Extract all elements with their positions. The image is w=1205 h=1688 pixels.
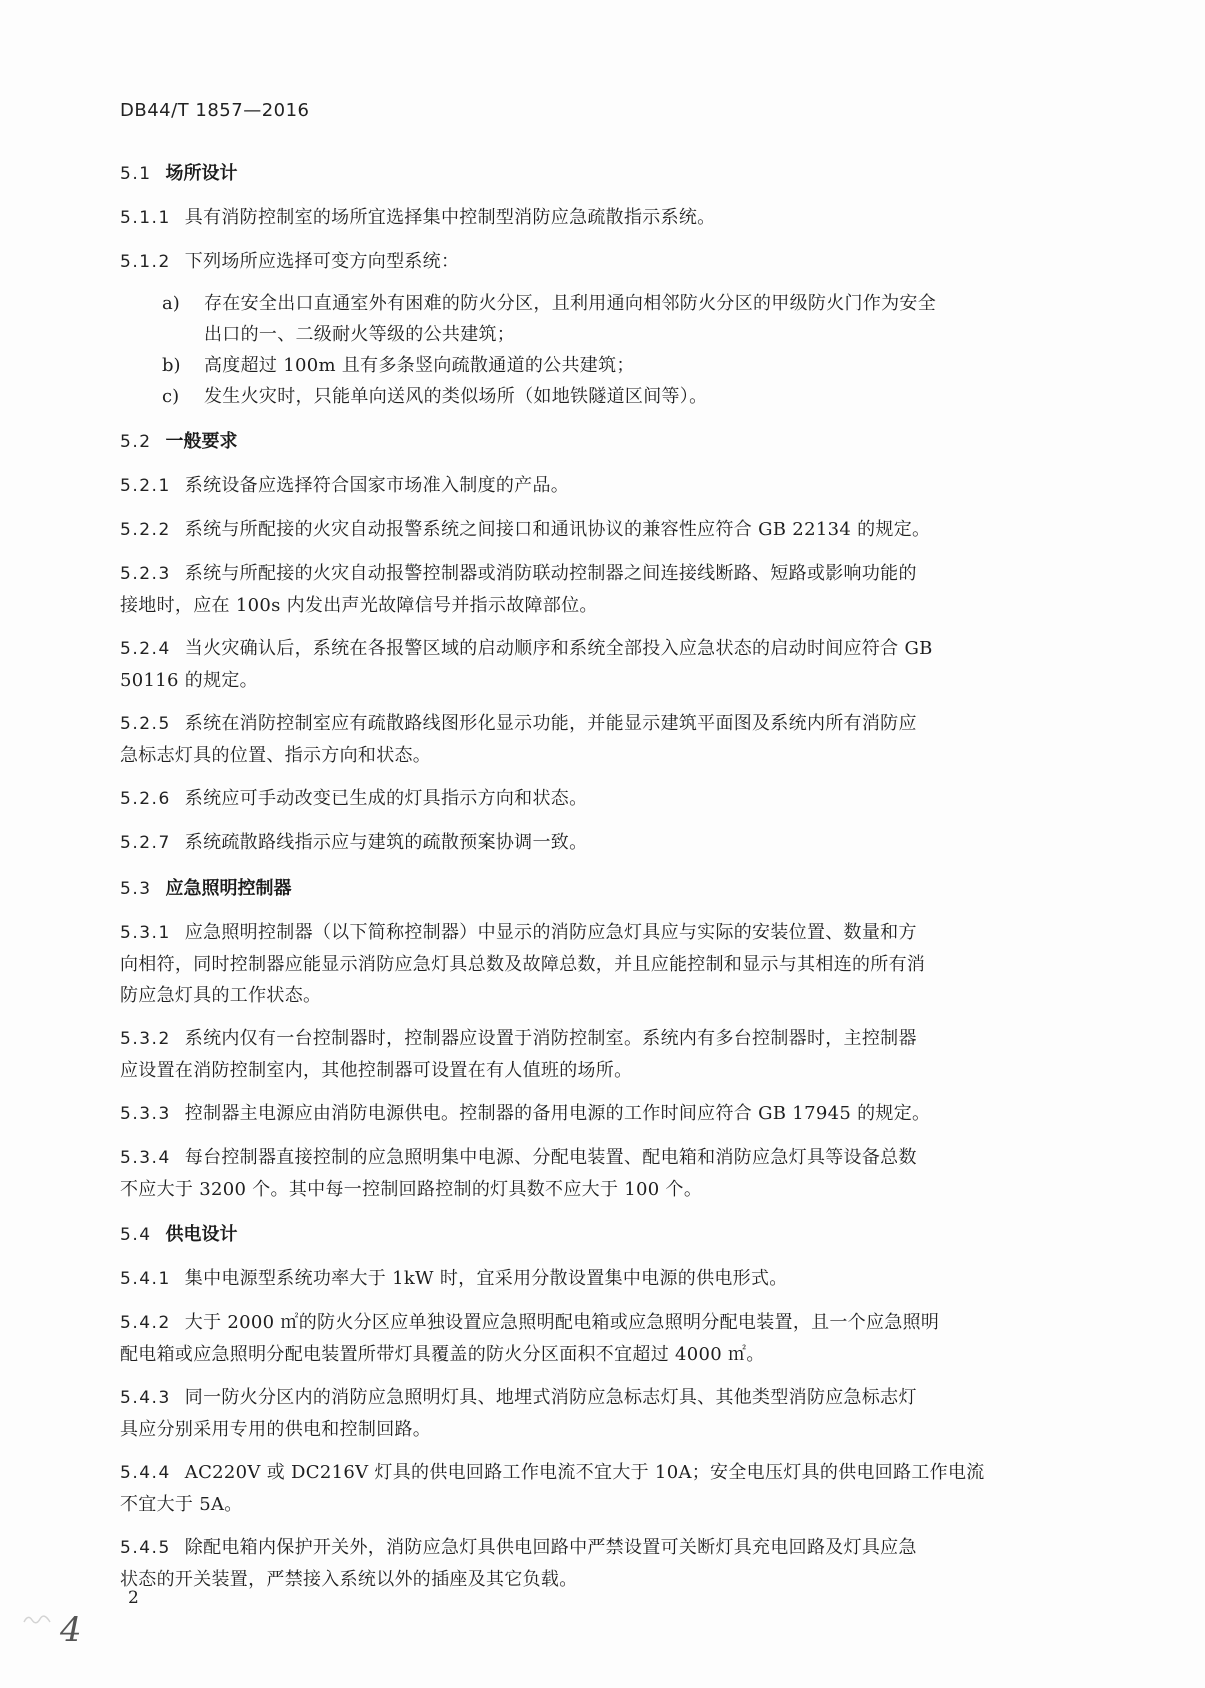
clause-line (120, 740, 1085, 771)
clause-text: 具应分别采用专用的供电和控制回路。 (120, 1419, 432, 1440)
clause-line (120, 783, 1085, 815)
clause-line (120, 1307, 1085, 1339)
list-item (162, 319, 1085, 350)
clause-number: 5.4.3 (120, 1388, 171, 1408)
list-item (162, 288, 1085, 319)
clause-text: 大于 2000 ㎡的防火分区应单独设置应急照明配电箱或应急照明分配电装置，且一个应急照明 (184, 1312, 940, 1333)
clause-line (120, 1532, 1085, 1564)
section-title: 场所设计 (165, 163, 238, 184)
clause-text: 除配电箱内保护开关外，消防应急灯具供电回路中严禁设置可关断灯具充电回路及灯具应急 (184, 1537, 917, 1558)
clause-number: 5.1.1 (120, 208, 171, 228)
clause-text: 系统设备应选择符合国家市场准入制度的产品。 (184, 475, 570, 496)
section-title: 供电设计 (165, 1224, 238, 1245)
clause-line (120, 1414, 1085, 1445)
clause (120, 633, 1085, 696)
clause-line (120, 980, 1085, 1011)
list-item (162, 350, 1085, 381)
section-heading (120, 426, 1085, 458)
section-number: 5.2 (120, 432, 152, 452)
section-title: 一般要求 (165, 431, 238, 452)
clause-text: 系统与所配接的火灾自动报警控制器或消防联动控制器之间连接线断路、短路或影响功能的 (184, 563, 917, 584)
clause (120, 514, 1085, 546)
list-item-text: 出口的一、二级耐火等级的公共建筑； (204, 324, 516, 345)
clause (120, 783, 1085, 815)
clause-number: 5.2.4 (120, 639, 171, 659)
clause (120, 1023, 1085, 1086)
handwritten-mark: 4 (60, 1610, 82, 1650)
clause-text: 50116 的规定。 (120, 670, 258, 691)
list-marker (162, 319, 204, 350)
clause-line (120, 246, 1085, 278)
clause-number: 5.4.2 (120, 1313, 171, 1333)
list-item (162, 381, 1085, 412)
clause-text: 配电箱或应急照明分配电装置所带灯具覆盖的防火分区面积不宜超过 4000 ㎡。 (120, 1344, 765, 1365)
clause-text: AC220V 或 DC216V 灯具的供电回路工作电流不宜大于 10A；安全电压灯具的供电回路工作电流 (184, 1462, 985, 1483)
clause-line (120, 470, 1085, 502)
clause-text: 不应大于 3200 个。其中每一控制回路控制的灯具数不应大于 100 个。 (120, 1179, 703, 1200)
list-item-text: 存在安全出口直通室外有困难的防火分区，且利用通向相邻防火分区的甲级防火门作为安全 (204, 293, 936, 314)
clause (120, 1307, 1085, 1370)
clause-line (120, 1564, 1085, 1595)
clause-line (120, 665, 1085, 696)
section-number: 5.4 (120, 1225, 152, 1245)
clause-number: 5.1.2 (120, 252, 171, 272)
clause-text: 系统应可手动改变已生成的灯具指示方向和状态。 (184, 788, 588, 809)
list-marker: c) (162, 386, 180, 407)
clause-number: 5.4.1 (120, 1269, 171, 1289)
clause-number: 5.4.5 (120, 1538, 171, 1558)
section-number: 5.3 (120, 879, 152, 899)
clause-text: 系统疏散路线指示应与建筑的疏散预案协调一致。 (184, 832, 588, 853)
section-number: 5.1 (120, 164, 152, 184)
clause-line (120, 514, 1085, 546)
clause-line (120, 708, 1085, 740)
list-item-text: 高度超过 100m 且有多条竖向疏散通道的公共建筑； (204, 355, 635, 376)
document-code: DB44/T 1857—2016 (120, 100, 310, 121)
clause-text: 集中电源型系统功率大于 1kW 时，宜采用分散设置集中电源的供电形式。 (184, 1268, 788, 1289)
clause-line (120, 558, 1085, 590)
clause-text: 每台控制器直接控制的应急照明集中电源、分配电装置、配电箱和消防应急灯具等设备总数 (184, 1147, 917, 1168)
section-heading (120, 1219, 1085, 1251)
clause (120, 470, 1085, 502)
section-title: 应急照明控制器 (165, 878, 292, 899)
clause (120, 1142, 1085, 1205)
clause-line (120, 1174, 1085, 1205)
clause-text: 状态的开关装置，严禁接入系统以外的插座及其它负载。 (120, 1569, 578, 1590)
section-heading (120, 158, 1085, 190)
clause (120, 1532, 1085, 1595)
clause-text: 系统内仅有一台控制器时，控制器应设置于消防控制室。系统内有多台控制器时，主控制器 (184, 1028, 917, 1049)
clause-number: 5.2.3 (120, 564, 171, 584)
clause-text: 防应急灯具的工作状态。 (120, 985, 322, 1006)
clause-text: 下列场所应选择可变方向型系统： (184, 251, 460, 272)
clause-line (120, 1263, 1085, 1295)
list-marker: a) (162, 293, 180, 314)
clause-line (120, 1489, 1085, 1520)
clause-line (120, 827, 1085, 859)
section-heading (120, 873, 1085, 905)
clause-line (120, 1142, 1085, 1174)
clause (120, 202, 1085, 234)
clause-number: 5.3.2 (120, 1029, 171, 1049)
clause-text: 急标志灯具的位置、指示方向和状态。 (120, 745, 432, 766)
clause (120, 1098, 1085, 1130)
clause-text: 接地时，应在 100s 内发出声光故障信号并指示故障部位。 (120, 595, 598, 616)
clause-line (120, 633, 1085, 665)
clause-line (120, 1457, 1085, 1489)
clause-text: 控制器主电源应由消防电源供电。控制器的备用电源的工作时间应符合 GB 17945 的规定。 (184, 1103, 931, 1124)
clause-number: 5.3.4 (120, 1148, 171, 1168)
clause (120, 708, 1085, 771)
clause (120, 1263, 1085, 1295)
clause-text: 当火灾确认后，系统在各报警区域的启动顺序和系统全部投入应急状态的启动时间应符合 GB (184, 638, 933, 659)
clause-number: 5.3.1 (120, 923, 171, 943)
clause-number: 5.2.5 (120, 714, 171, 734)
clause-line (120, 1339, 1085, 1370)
clause-number: 5.2.2 (120, 520, 171, 540)
clause-text: 不宜大于 5A。 (120, 1494, 243, 1515)
clause (120, 917, 1085, 1011)
clause-text: 应急照明控制器（以下简称控制器）中显示的消防应急灯具应与实际的安装位置、数量和方 (184, 922, 917, 943)
clause-line (120, 1382, 1085, 1414)
clause (120, 246, 1085, 278)
clause-line (120, 1023, 1085, 1055)
clause-number: 5.2.6 (120, 789, 171, 809)
clause-text: 系统在消防控制室应有疏散路线图形化显示功能，并能显示建筑平面图及系统内所有消防应 (184, 713, 917, 734)
clause-line (120, 590, 1085, 621)
clause (120, 558, 1085, 621)
clause-number: 5.2.7 (120, 833, 171, 853)
clause-number: 5.3.3 (120, 1104, 171, 1124)
list-item-text: 发生火灾时，只能单向送风的类似场所（如地铁隧道区间等）。 (204, 386, 708, 407)
clause (120, 1457, 1085, 1520)
clause-text: 具有消防控制室的场所宜选择集中控制型消防应急疏散指示系统。 (184, 207, 716, 228)
clause-line (120, 917, 1085, 949)
clause-line (120, 1098, 1085, 1130)
page-number: 2 (128, 1588, 139, 1608)
list-marker: b) (162, 355, 181, 376)
clause-text: 系统与所配接的火灾自动报警系统之间接口和通讯协议的兼容性应符合 GB 22134 的规定。 (184, 519, 931, 540)
clause-text: 同一防火分区内的消防应急照明灯具、地埋式消防应急标志灯具、其他类型消防应急标志灯 (184, 1387, 917, 1408)
scan-noise-icon (22, 1610, 52, 1630)
clause-number: 5.2.1 (120, 476, 171, 496)
clause-line (120, 202, 1085, 234)
clause-text: 向相符，同时控制器应能显示消防应急灯具总数及故障总数，并且应能控制和显示与其相连的所有消 (120, 954, 926, 975)
clause (120, 1382, 1085, 1445)
enumerated-list (120, 288, 1085, 412)
clause (120, 827, 1085, 859)
document-body (120, 158, 1085, 1595)
clause-line (120, 949, 1085, 980)
clause-line (120, 1055, 1085, 1086)
clause-number: 5.4.4 (120, 1463, 171, 1483)
clause-text: 应设置在消防控制室内，其他控制器可设置在有人值班的场所。 (120, 1060, 633, 1081)
